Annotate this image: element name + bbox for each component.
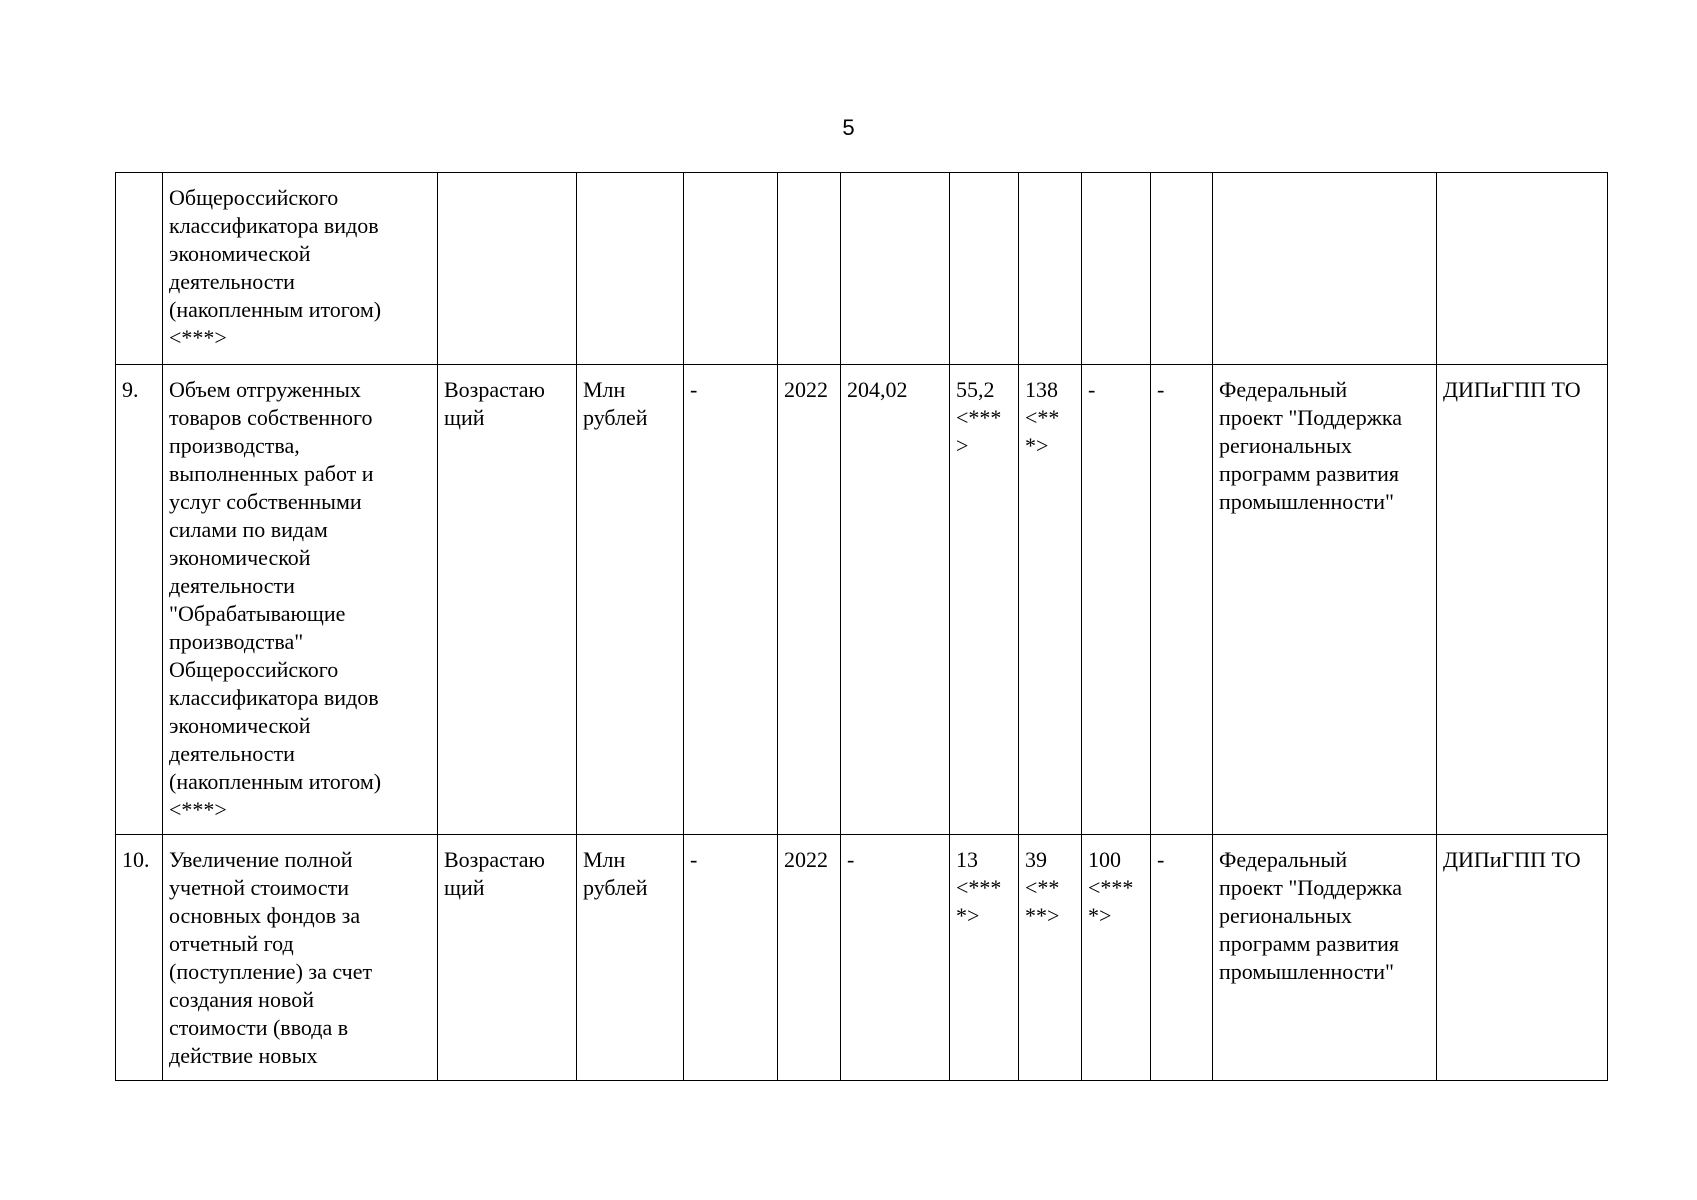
target-value-1-line: <*** <box>956 405 1002 430</box>
related-project-line: Федеральный <box>1219 847 1348 872</box>
table-row <box>116 365 1608 835</box>
indicator-name-line: Общероссийского <box>169 185 339 210</box>
indicator-name-cell <box>163 835 438 1081</box>
indicator-name-cell <box>163 173 438 365</box>
target-value-1-line: *> <box>956 903 980 928</box>
related-project-cell <box>1213 173 1437 365</box>
related-project-cell <box>1213 365 1437 835</box>
indicator-type-line: Возрастаю <box>444 377 545 402</box>
indicator-number-cell: 9. <box>116 365 163 835</box>
target-value-3-cell <box>1082 173 1151 365</box>
unit-of-measure-cell <box>577 173 684 365</box>
base-year-cell <box>778 173 841 365</box>
indicator-name-line: классификатора видов <box>169 213 379 238</box>
indicator-name-line: деятельности <box>169 573 295 598</box>
unit-of-measure-cell <box>577 365 684 835</box>
base-year-cell: 2022 <box>778 365 841 835</box>
indicator-name-cell <box>163 365 438 835</box>
indicator-number-cell: 10. <box>116 835 163 1081</box>
target-value-2-cell <box>1019 835 1082 1081</box>
target-value-3-line: *> <box>1088 903 1112 928</box>
indicator-name-line: деятельности <box>169 741 295 766</box>
target-value-2-line: *> <box>1025 433 1049 458</box>
responsible-body-cell: ДИПиГПП ТО <box>1437 835 1608 1081</box>
indicator-name-line: стоимости (ввода в <box>169 1015 349 1040</box>
indicator-name-line: деятельности <box>169 269 295 294</box>
indicator-name-line: (накопленным итогом) <box>169 769 382 794</box>
indicator-level-cell: - <box>684 365 778 835</box>
indicator-name-line: товаров собственного <box>169 405 373 430</box>
indicator-name-line: классификатора видов <box>169 685 379 710</box>
indicator-name-line: отчетный год <box>169 931 294 956</box>
target-value-4-cell <box>1151 173 1213 365</box>
indicator-name-line: (накопленным итогом) <box>169 297 382 322</box>
indicator-name-line: экономической <box>169 545 311 570</box>
indicator-type-line: Возрастаю <box>444 847 545 872</box>
page-number: 5 <box>842 115 855 140</box>
base-value-cell: - <box>841 835 950 1081</box>
related-project-line: проект "Поддержка <box>1219 875 1403 900</box>
related-project-line: программ развития <box>1219 461 1400 486</box>
related-project-line: региональных <box>1219 903 1352 928</box>
related-project-line: программ развития <box>1219 931 1400 956</box>
indicator-name-line: Общероссийского <box>169 657 339 682</box>
responsible-body-cell: ДИПиГПП ТО <box>1437 365 1608 835</box>
target-value-4-cell <box>1151 835 1213 1081</box>
unit-of-measure-cell <box>577 835 684 1081</box>
indicator-level-cell: - <box>684 835 778 1081</box>
target-value-2-cell <box>1019 173 1082 365</box>
target-value-1-line: 13 <box>956 847 978 872</box>
indicator-type-cell <box>438 835 577 1081</box>
unit-of-measure-line: Млн <box>583 377 626 402</box>
indicator-name-line: создания новой <box>169 987 314 1012</box>
indicator-name-line: силами по видам <box>169 517 328 542</box>
indicator-name-line: действие новых <box>169 1043 318 1068</box>
indicator-name-line: <***> <box>169 797 227 822</box>
indicator-name-line: <***> <box>169 325 227 350</box>
base-year-cell: 2022 <box>778 835 841 1081</box>
target-value-1-cell <box>950 365 1019 835</box>
related-project-line: региональных <box>1219 433 1352 458</box>
related-project-cell <box>1213 835 1437 1081</box>
table-row <box>116 835 1608 1081</box>
target-value-2-line: **> <box>1025 903 1060 928</box>
target-value-1-line: 55,2 <box>956 377 995 402</box>
target-value-2-line: 39 <box>1025 847 1047 872</box>
unit-of-measure-line: рублей <box>583 875 648 900</box>
indicator-type-line: щий <box>444 875 485 900</box>
indicator-name-line: экономической <box>169 241 311 266</box>
indicator-name-line: Увеличение полной <box>169 847 353 872</box>
indicators-table <box>115 172 1608 1081</box>
target-value-3-cell <box>1082 365 1151 835</box>
indicator-name-line: (поступление) за счет <box>169 959 373 984</box>
indicator-name-line: производства, <box>169 433 300 458</box>
target-value-2-line: <** <box>1025 405 1060 430</box>
target-value-2-cell <box>1019 365 1082 835</box>
target-value-4-line: - <box>1157 377 1165 402</box>
related-project-line: Федеральный <box>1219 377 1348 402</box>
target-value-2-line: <** <box>1025 875 1060 900</box>
indicator-type-cell <box>438 173 577 365</box>
indicator-type-cell <box>438 365 577 835</box>
target-value-2-line: 138 <box>1025 377 1058 402</box>
indicator-name-line: услуг собственными <box>169 489 362 514</box>
target-value-4-cell <box>1151 365 1213 835</box>
target-value-1-line: <*** <box>956 875 1002 900</box>
indicator-type-line: щий <box>444 405 485 430</box>
target-value-4-line: - <box>1157 847 1165 872</box>
indicator-name-line: производства" <box>169 629 304 654</box>
indicator-name-line: "Обрабатывающие <box>169 601 346 626</box>
target-value-1-cell <box>950 835 1019 1081</box>
base-value-cell: 204,02 <box>841 365 950 835</box>
indicator-level-cell <box>684 173 778 365</box>
table-row <box>116 173 1608 365</box>
indicator-name-line: экономической <box>169 713 311 738</box>
responsible-body-cell <box>1437 173 1608 365</box>
target-value-3-line: <*** <box>1088 875 1134 900</box>
indicator-number-cell <box>116 173 163 365</box>
related-project-line: промышленности" <box>1219 489 1394 514</box>
indicator-name-line: основных фондов за <box>169 903 361 928</box>
indicator-name-line: Объем отгруженных <box>169 377 361 402</box>
unit-of-measure-line: Млн <box>583 847 626 872</box>
target-value-1-line: > <box>956 433 969 458</box>
target-value-3-cell <box>1082 835 1151 1081</box>
target-value-1-cell <box>950 173 1019 365</box>
indicator-name-line: выполненных работ и <box>169 461 374 486</box>
base-value-cell <box>841 173 950 365</box>
unit-of-measure-line: рублей <box>583 405 648 430</box>
indicator-name-line: учетной стоимости <box>169 875 349 900</box>
target-value-3-line: - <box>1088 377 1096 402</box>
target-value-3-line: 100 <box>1088 847 1121 872</box>
related-project-line: промышленности" <box>1219 959 1394 984</box>
related-project-line: проект "Поддержка <box>1219 405 1403 430</box>
